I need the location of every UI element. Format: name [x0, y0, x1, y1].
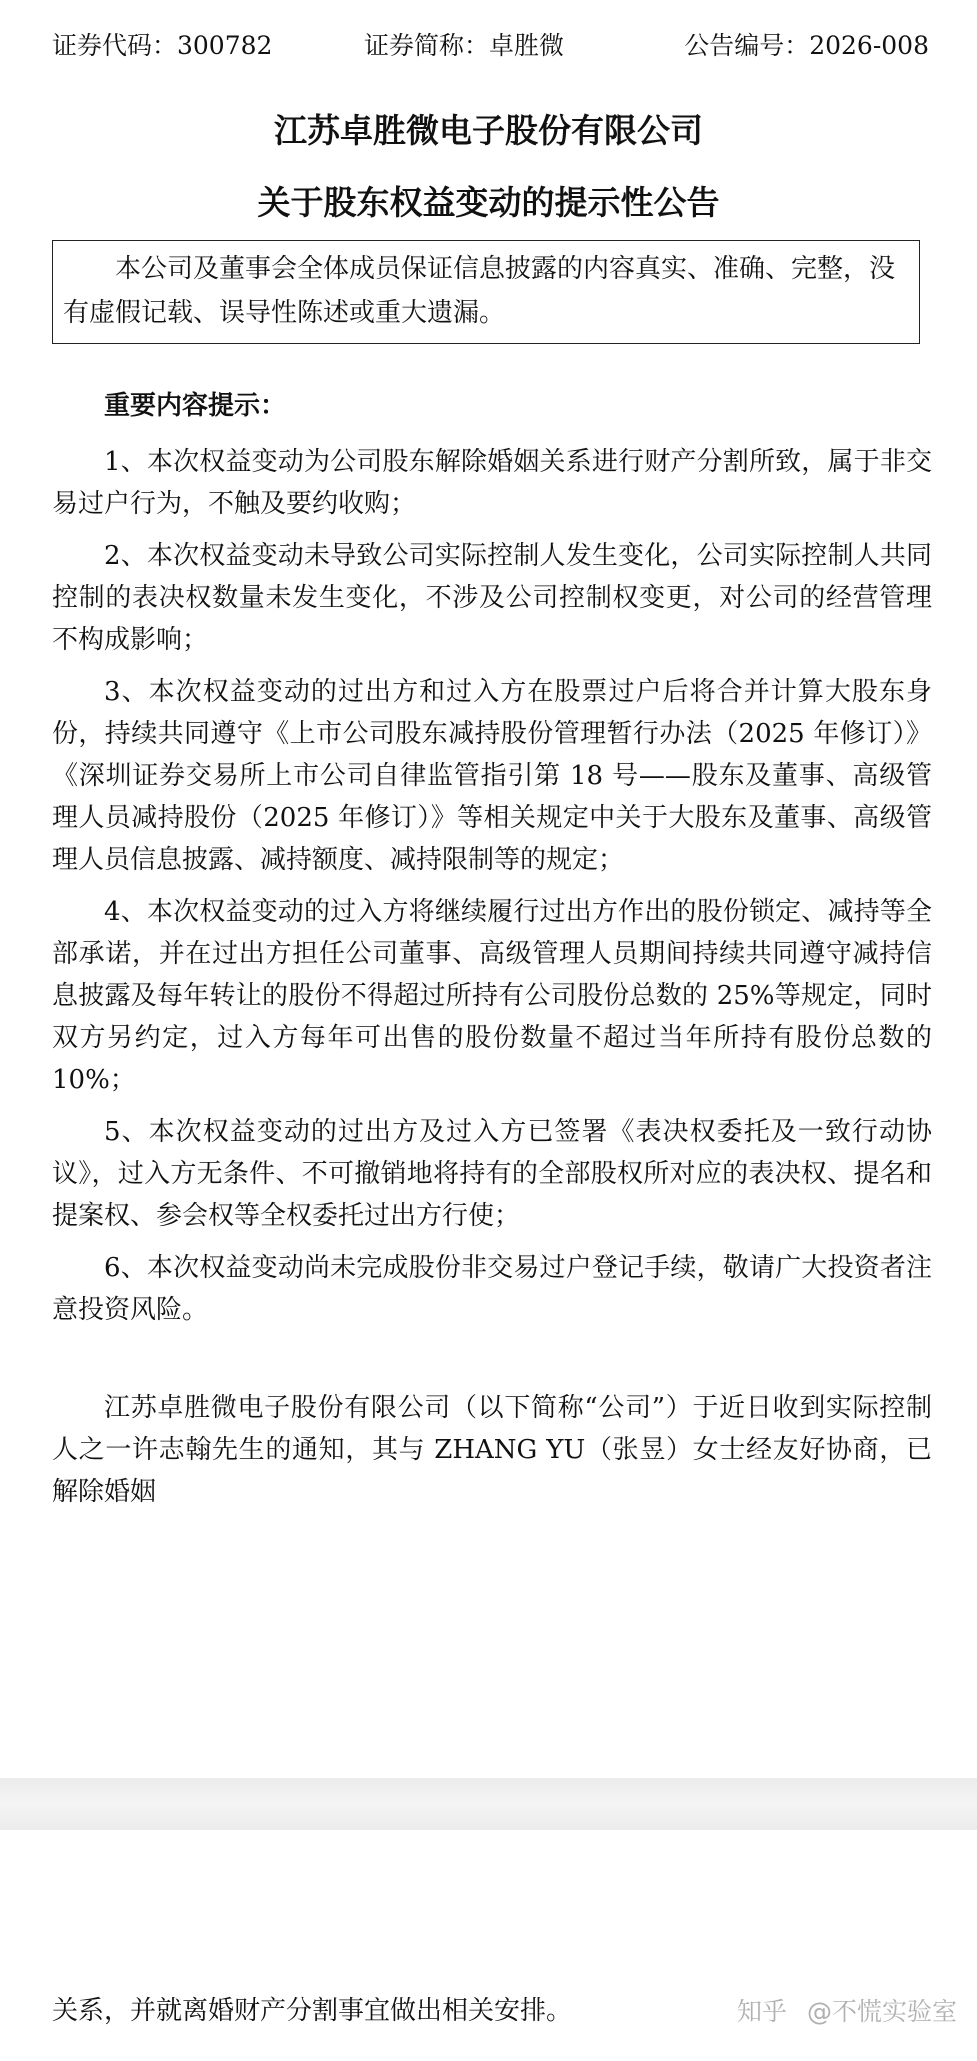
security-abbreviation: 证券简称：卓胜微	[364, 31, 565, 60]
document-content	[52, 385, 932, 1523]
key-point-1: 1、本次权益变动为公司股东解除婚姻关系进行财产分割所致，属于非交易过户行为，不触及要约收购；	[52, 447, 932, 519]
document-header	[52, 28, 929, 64]
key-points-title: 重要内容提示：	[104, 391, 287, 421]
security-code: 证券代码：300782	[52, 31, 273, 60]
document-page-2	[0, 1830, 977, 2061]
page2-paragraph: 关系，并就离婚财产分割事宜做出相关安排。	[52, 1996, 573, 2026]
notice-number: 公告编号：2026-008	[684, 31, 929, 60]
key-point-5: 5、本次权益变动的过出方及过入方已签署《表决权委托及一致行动协议》，过入方无条件、不可撤销地将持有的全部股权所对应的表决权、提名和提案权、参会权等全权委托过出方行使；	[52, 1117, 932, 1231]
page-divider	[0, 1778, 977, 1830]
notice-title: 关于股东权益变动的提示性公告	[257, 183, 720, 222]
watermark	[737, 1992, 957, 2032]
board-statement-box: 本公司及董事会全体成员保证信息披露的内容真实、准确、完整，没有虚假记载、误导性陈述或重大遗漏。	[52, 240, 920, 344]
watermark-site: 知乎	[736, 1997, 787, 2026]
key-point-4: 4、本次权益变动的过入方将继续履行过出方作出的股份锁定、减持等全部承诺，并在过出方担任公司董事、高级管理人员期间持续共同遵守减持信息披露及每年转让的股份不得超过所持有公司股份总数的 25%等规定，同时双方另约定，过入方每年可出售的股份数量不超过当年所持有股份总数的 10%；	[52, 897, 932, 1095]
key-point-6: 6、本次权益变动尚未完成股份非交易过户登记手续，敬请广大投资者注意投资风险。	[52, 1253, 932, 1325]
company-title: 江苏卓胜微电子股份有限公司	[274, 111, 703, 150]
watermark-account: @不慌实验室	[806, 1997, 957, 2026]
body-paragraph: 江苏卓胜微电子股份有限公司（以下简称“公司”）于近日收到实际控制人之一许志翰先生的通知，其与 ZHANG YU（张昱）女士经友好协商，已解除婚姻	[52, 1393, 932, 1507]
key-point-2: 2、本次权益变动未导致公司实际控制人发生变化，公司实际控制人共同控制的表决权数量未发生变化，不涉及公司控制权变更，对公司的经营管理不构成影响；	[52, 541, 932, 655]
key-point-3: 3、本次权益变动的过出方和过入方在股票过户后将合并计算大股东身份，持续共同遵守《上市公司股东减持股份管理暂行办法（2025 年修订）》《深圳证券交易所上市公司自律监管指引第 18 号——股东及董事、高级管理人员减持股份（2025 年修订）》等相关规定中关于大股东及董事、高级管理人员信息披露、减持额度、减持限制等的规定；	[52, 677, 932, 875]
